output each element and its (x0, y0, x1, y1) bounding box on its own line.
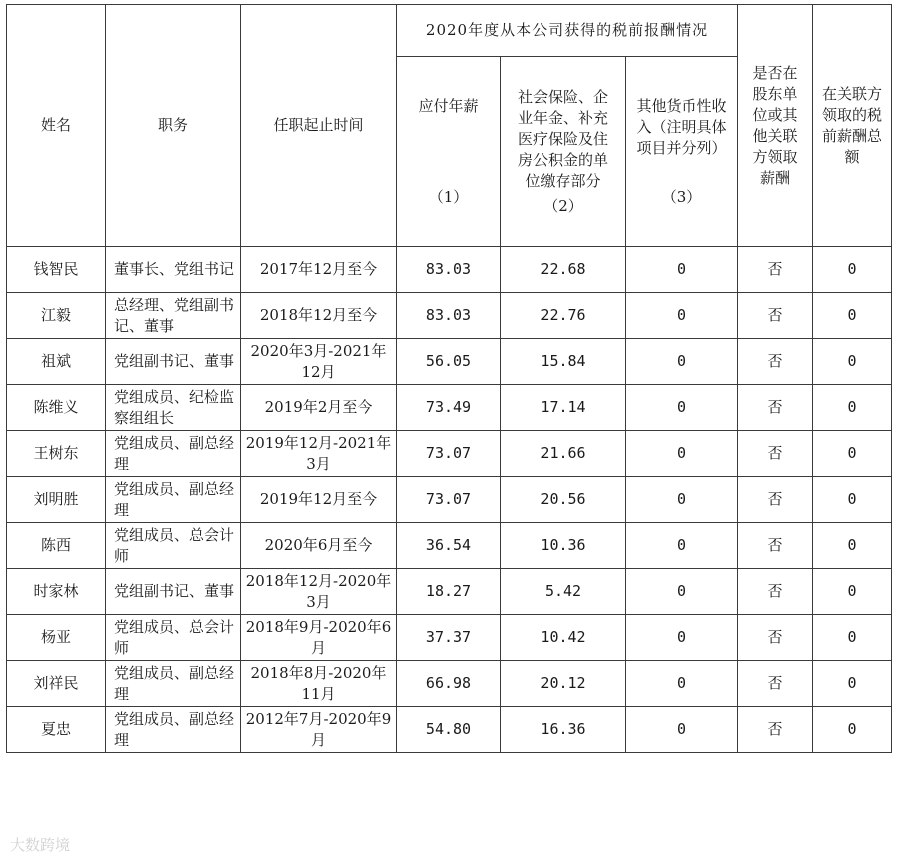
cell-social: 21.66 (501, 431, 626, 477)
header-salary (397, 57, 501, 247)
cell-term: 2019年12月至今 (241, 477, 397, 523)
cell-term: 2018年12月-2020年3月 (241, 569, 397, 615)
cell-related-total: 0 (813, 569, 892, 615)
cell-salary: 36.54 (397, 523, 501, 569)
header-position: 职务 (106, 5, 241, 247)
header-term: 任职起止时间 (241, 5, 397, 247)
cell-social: 22.68 (501, 247, 626, 293)
cell-term: 2020年3月-2021年12月 (241, 339, 397, 385)
cell-name: 陈西 (7, 523, 106, 569)
cell-salary: 54.80 (397, 707, 501, 753)
cell-name: 江毅 (7, 293, 106, 339)
header-other-no: （3） (661, 187, 702, 206)
cell-social: 16.36 (501, 707, 626, 753)
cell-related: 否 (738, 385, 813, 431)
cell-term: 2019年12月-2021年3月 (241, 431, 397, 477)
header-related-total: 在关联方领取的税前薪酬总额 (813, 5, 892, 247)
cell-position: 党组成员、总会计师 (106, 523, 241, 569)
cell-social: 10.36 (501, 523, 626, 569)
cell-other: 0 (626, 615, 738, 661)
header-name: 姓名 (7, 5, 106, 247)
cell-related: 否 (738, 293, 813, 339)
header-other (626, 57, 738, 247)
cell-term: 2012年7月-2020年9月 (241, 707, 397, 753)
cell-salary: 73.07 (397, 477, 501, 523)
cell-other: 0 (626, 661, 738, 707)
cell-name: 刘祥民 (7, 661, 106, 707)
cell-salary: 83.03 (397, 293, 501, 339)
cell-term: 2018年8月-2020年11月 (241, 661, 397, 707)
cell-name: 时家林 (7, 569, 106, 615)
table-row (7, 707, 892, 753)
cell-other: 0 (626, 477, 738, 523)
table-row (7, 615, 892, 661)
header-salary-no: （1） (428, 187, 469, 206)
cell-position: 党组成员、副总经理 (106, 707, 241, 753)
cell-social: 20.56 (501, 477, 626, 523)
table-row (7, 247, 892, 293)
cell-related: 否 (738, 615, 813, 661)
cell-name: 刘明胜 (7, 477, 106, 523)
cell-other: 0 (626, 385, 738, 431)
cell-salary: 66.98 (397, 661, 501, 707)
cell-related-total: 0 (813, 385, 892, 431)
table-row (7, 569, 892, 615)
cell-other: 0 (626, 247, 738, 293)
cell-other: 0 (626, 707, 738, 753)
cell-other: 0 (626, 569, 738, 615)
cell-related: 否 (738, 569, 813, 615)
cell-related: 否 (738, 339, 813, 385)
cell-position: 党组成员、副总经理 (106, 431, 241, 477)
cell-related-total: 0 (813, 293, 892, 339)
cell-name: 钱智民 (7, 247, 106, 293)
cell-related-total: 0 (813, 707, 892, 753)
cell-related-total: 0 (813, 615, 892, 661)
cell-related: 否 (738, 477, 813, 523)
cell-other: 0 (626, 523, 738, 569)
header-social-label: 社会保险、企业年金、补充医疗保险及住房公积金的单位缴存部分 (517, 87, 608, 190)
cell-position: 党组成员、副总经理 (106, 661, 241, 707)
cell-related-total: 0 (813, 431, 892, 477)
cell-salary: 18.27 (397, 569, 501, 615)
header-salary-label: 应付年薪 (418, 96, 479, 115)
cell-position: 总经理、党组副书记、董事 (106, 293, 241, 339)
header-compensation-group: 2020年度从本公司获得的税前报酬情况 (397, 5, 738, 57)
cell-position: 党组成员、纪检监察组组长 (106, 385, 241, 431)
cell-other: 0 (626, 431, 738, 477)
cell-social: 5.42 (501, 569, 626, 615)
header-related-party: 是否在股东单位或其他关联方领取薪酬 (738, 5, 813, 247)
table-row (7, 523, 892, 569)
compensation-table (6, 4, 892, 753)
cell-term: 2017年12月至今 (241, 247, 397, 293)
watermark: 大数跨境 (10, 836, 71, 854)
cell-related-total: 0 (813, 247, 892, 293)
cell-social: 10.42 (501, 615, 626, 661)
cell-related-total: 0 (813, 661, 892, 707)
header-social-no: （2） (543, 196, 583, 215)
cell-salary: 56.05 (397, 339, 501, 385)
cell-name: 祖斌 (7, 339, 106, 385)
cell-term: 2019年2月至今 (241, 385, 397, 431)
cell-related-total: 0 (813, 477, 892, 523)
cell-salary: 83.03 (397, 247, 501, 293)
cell-position: 党组副书记、董事 (106, 339, 241, 385)
cell-name: 夏忠 (7, 707, 106, 753)
cell-related: 否 (738, 523, 813, 569)
table-row (7, 385, 892, 431)
cell-related-total: 0 (813, 523, 892, 569)
table-row (7, 477, 892, 523)
cell-related: 否 (738, 661, 813, 707)
cell-social: 20.12 (501, 661, 626, 707)
table-row (7, 661, 892, 707)
cell-related: 否 (738, 431, 813, 477)
cell-salary: 73.49 (397, 385, 501, 431)
cell-term: 2018年9月-2020年6月 (241, 615, 397, 661)
table-row (7, 431, 892, 477)
cell-position: 董事长、党组书记 (106, 247, 241, 293)
cell-name: 王树东 (7, 431, 106, 477)
cell-position: 党组成员、总会计师 (106, 615, 241, 661)
cell-salary: 73.07 (397, 431, 501, 477)
cell-other: 0 (626, 339, 738, 385)
cell-other: 0 (626, 293, 738, 339)
header-other-label: 其他货币性收入（注明具体项目并分列） (636, 96, 727, 157)
cell-position: 党组副书记、董事 (106, 569, 241, 615)
header-social (501, 57, 626, 247)
cell-term: 2018年12月至今 (241, 293, 397, 339)
cell-social: 17.14 (501, 385, 626, 431)
cell-position: 党组成员、副总经理 (106, 477, 241, 523)
cell-social: 15.84 (501, 339, 626, 385)
cell-salary: 37.37 (397, 615, 501, 661)
table-row (7, 293, 892, 339)
cell-related-total: 0 (813, 339, 892, 385)
cell-name: 杨亚 (7, 615, 106, 661)
cell-social: 22.76 (501, 293, 626, 339)
cell-related: 否 (738, 707, 813, 753)
cell-term: 2020年6月至今 (241, 523, 397, 569)
cell-related: 否 (738, 247, 813, 293)
table-row (7, 339, 892, 385)
cell-name: 陈维义 (7, 385, 106, 431)
